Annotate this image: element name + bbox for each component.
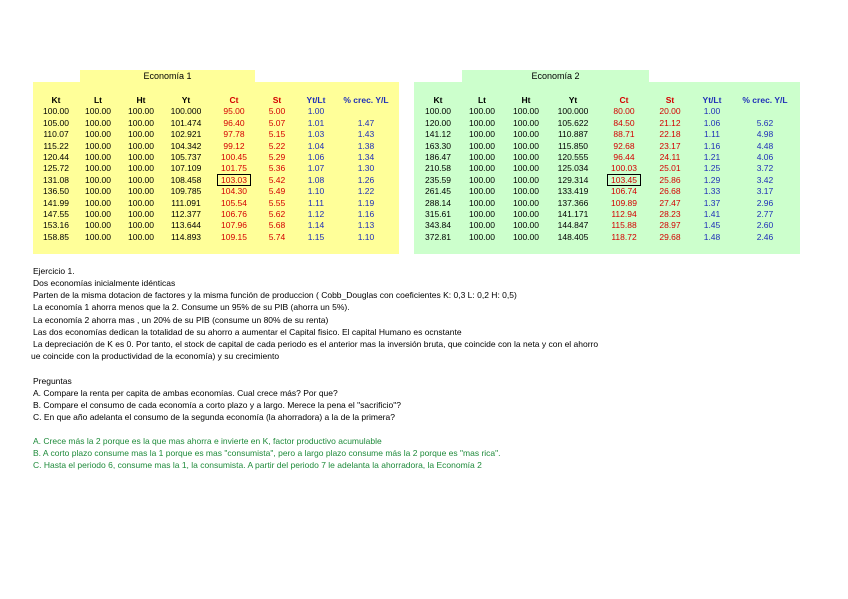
cell-consumption-c: 96.44	[613, 152, 635, 163]
cell-output-y: 141.171	[557, 209, 589, 220]
cell-output-y: 111.091	[171, 197, 201, 208]
column-header-saving-s: St	[665, 95, 675, 105]
cell-output-per-labor: 1.08	[307, 174, 325, 185]
column-header-output-y: Yt	[568, 95, 578, 105]
cell-saving-s: 29.68	[659, 231, 681, 242]
questions-heading: Preguntas	[33, 376, 72, 386]
cell-output-y: 108.458	[170, 174, 202, 185]
cell-growth-pct: 2.46	[756, 231, 774, 242]
cell-output-per-labor: 1.01	[307, 117, 325, 128]
cell-growth-pct: 5.62	[756, 117, 774, 128]
cell-consumption-c: 80.00	[613, 106, 635, 117]
question-line: C. En que año adelanta el consumo de la segunda economía (la ahorradora) a la de la primera?	[33, 412, 395, 422]
cell-labor-l: 100.00	[85, 163, 111, 174]
cell-output-y: 115.850	[557, 140, 589, 151]
cell-human-h: 100.00	[128, 140, 154, 151]
cell-labor-l: 100.00	[469, 152, 495, 163]
cell-output-y: 133.419	[557, 186, 589, 197]
table-row	[36, 129, 396, 140]
cell-output-y: 137.366	[557, 197, 589, 208]
cell-growth-pct: 1.30	[357, 163, 375, 174]
cell-output-per-labor: 1.12	[307, 209, 325, 220]
cell-growth-pct: 1.19	[357, 197, 375, 208]
cell-human-h: 100.00	[128, 220, 154, 231]
table-row	[36, 175, 396, 186]
cell-saving-s: 5.42	[268, 174, 286, 185]
cell-saving-s: 28.97	[659, 220, 681, 231]
cell-capital-k: 147.55	[43, 209, 69, 220]
column-header-consumption-c: Ct	[619, 95, 629, 105]
question-line: A. Compare la renta per capita de ambas economías. Cual crece más? Por que?	[33, 388, 338, 398]
cell-human-h: 100.00	[128, 163, 154, 174]
cell-output-per-labor: 1.37	[703, 197, 721, 208]
column-header-labor-l: Lt	[477, 95, 487, 105]
cell-consumption-c: 107.96	[221, 220, 247, 231]
cell-output-per-labor: 1.21	[703, 152, 721, 163]
cell-growth-pct	[733, 106, 797, 117]
cell-output-y: 102.921	[170, 129, 202, 140]
cell-human-h: 100.00	[513, 140, 539, 151]
cell-saving-s: 5.15	[268, 129, 286, 140]
cell-human-h: 100.00	[513, 106, 539, 117]
cell-consumption-c	[599, 175, 649, 186]
cell-growth-pct: 2.96	[756, 197, 774, 208]
econ1-title: Economía 1	[80, 70, 255, 82]
exercise-line: Parten de la misma dotacion de factores y la misma función de produccion ( Cobb_Douglas con coeficientes K: 0,3 L: 0,2 H: 0,5)	[33, 290, 517, 300]
cell-consumption-c: 104.30	[221, 186, 247, 197]
cell-consumption-c: 109.15	[221, 231, 247, 242]
cell-capital-k: 100.00	[43, 106, 69, 117]
cell-labor-l: 100.00	[85, 152, 111, 163]
cell-saving-s: 28.23	[659, 209, 681, 220]
answer-line: C. Hasta el periodo 6, consume mas la 1, la consumista. A partir del periodo 7 le adelanta la ahorradora, la Economía 2	[33, 460, 482, 470]
highlighted-value: 103.03	[217, 174, 251, 186]
cell-output-per-labor: 1.25	[703, 163, 721, 174]
exercise-line: La depreciación de K es 0. Por tanto, el stock de capital de cada periodo es el anterior mas la inversión bruta, que coincide con la neta y con el ahorro	[33, 339, 599, 349]
cell-human-h: 100.00	[513, 186, 539, 197]
cell-capital-k: 153.16	[43, 220, 69, 231]
table-row	[417, 175, 797, 186]
cell-saving-s: 24.11	[659, 152, 681, 163]
cell-capital-k: 210.58	[425, 163, 451, 174]
cell-consumption-c: 106.76	[221, 209, 247, 220]
cell-output-y: 120.555	[557, 152, 589, 163]
cell-capital-k: 131.08	[43, 174, 69, 185]
cell-output-y: 144.847	[557, 220, 589, 231]
cell-labor-l: 100.00	[85, 186, 111, 197]
cell-capital-k: 120.44	[43, 152, 69, 163]
cell-labor-l: 100.00	[85, 129, 111, 140]
cell-output-per-labor: 1.45	[703, 220, 721, 231]
column-header-capital-k: Kt	[433, 95, 443, 105]
cell-saving-s: 5.62	[268, 209, 286, 220]
cell-consumption-c: 97.78	[223, 129, 245, 140]
cell-labor-l: 100.00	[85, 117, 111, 128]
exercise-line: La economía 2 ahorra mas , un 20% de su PIB (consume un 80% de su renta)	[33, 315, 329, 325]
cell-labor-l: 100.00	[85, 197, 111, 208]
cell-consumption-c	[210, 175, 258, 186]
cell-capital-k: 261.45	[425, 186, 451, 197]
cell-output-per-labor: 1.14	[307, 220, 325, 231]
cell-consumption-c: 105.54	[221, 197, 247, 208]
cell-capital-k: 235.59	[425, 174, 451, 185]
cell-consumption-c: 106.74	[611, 186, 637, 197]
cell-consumption-c: 115.88	[611, 220, 637, 231]
cell-growth-pct: 1.38	[357, 140, 375, 151]
cell-labor-l: 100.00	[469, 106, 495, 117]
table-row	[36, 141, 396, 152]
cell-output-per-labor: 1.11	[308, 197, 324, 208]
cell-consumption-c: 95.00	[223, 106, 245, 117]
table-row	[36, 232, 396, 243]
cell-human-h: 100.00	[128, 152, 154, 163]
cell-capital-k: 186.47	[425, 152, 451, 163]
cell-human-h: 100.00	[128, 129, 154, 140]
cell-capital-k: 141.12	[425, 129, 451, 140]
column-header-human-h: Ht	[521, 95, 531, 105]
cell-human-h: 100.00	[128, 231, 154, 242]
cell-capital-k: 343.84	[425, 220, 451, 231]
cell-growth-pct: 3.72	[756, 163, 774, 174]
cell-output-y: 100.000	[170, 106, 202, 117]
econ2-title: Economía 2	[462, 70, 649, 82]
cell-consumption-c: 88.71	[613, 129, 635, 140]
cell-labor-l: 100.00	[469, 129, 495, 140]
econ1-table	[36, 95, 396, 243]
cell-saving-s: 5.07	[268, 117, 286, 128]
cell-labor-l: 100.00	[469, 174, 495, 185]
cell-labor-l: 100.00	[469, 163, 495, 174]
cell-consumption-c: 112.94	[611, 209, 637, 220]
cell-human-h: 100.00	[128, 186, 154, 197]
column-header-labor-l: Lt	[93, 95, 103, 105]
cell-growth-pct: 2.60	[756, 220, 774, 231]
column-header-output-per-labor: Yt/Lt	[702, 95, 722, 105]
column-header-growth-pct: % crec. Y/L	[742, 95, 788, 105]
cell-output-per-labor: 1.33	[703, 186, 721, 197]
cell-growth-pct: 1.26	[357, 174, 375, 185]
cell-human-h: 100.00	[128, 174, 154, 185]
cell-labor-l: 100.00	[469, 220, 495, 231]
cell-human-h: 100.00	[513, 209, 539, 220]
cell-output-per-labor: 1.11	[704, 129, 720, 140]
table-row	[36, 220, 396, 231]
cell-capital-k: 288.14	[425, 197, 451, 208]
answer-line: A. Crece más la 2 porque es la que mas ahorra e invierte en K, factor productivo acumulable	[33, 436, 382, 446]
cell-output-per-labor: 1.03	[307, 129, 325, 140]
cell-capital-k: 163.30	[425, 140, 451, 151]
table-row	[36, 209, 396, 220]
cell-saving-s: 5.74	[268, 231, 286, 242]
cell-human-h: 100.00	[128, 209, 154, 220]
cell-saving-s: 26.68	[659, 186, 681, 197]
cell-output-y: 104.342	[170, 140, 202, 151]
cell-capital-k: 125.72	[43, 163, 69, 174]
cell-growth-pct: 1.13	[357, 220, 375, 231]
table-row	[417, 198, 797, 209]
cell-output-per-labor: 1.06	[307, 152, 325, 163]
cell-output-y: 110.887	[557, 129, 589, 140]
cell-consumption-c: 109.89	[611, 197, 637, 208]
cell-labor-l: 100.00	[85, 140, 111, 151]
cell-labor-l: 100.00	[85, 231, 111, 242]
cell-growth-pct: 1.22	[357, 186, 375, 197]
table-row	[417, 106, 797, 117]
table-row	[36, 198, 396, 209]
table-row	[417, 220, 797, 231]
cell-saving-s: 27.47	[659, 197, 681, 208]
column-header-saving-s: St	[272, 95, 282, 105]
cell-labor-l: 100.00	[469, 117, 495, 128]
cell-saving-s: 20.00	[659, 106, 681, 117]
cell-saving-s: 25.01	[659, 163, 681, 174]
exercise-line: Dos economías inicialmente idénticas	[33, 278, 176, 288]
table-row	[36, 118, 396, 129]
cell-growth-pct: 4.48	[756, 140, 774, 151]
cell-output-per-labor: 1.10	[307, 186, 325, 197]
cell-consumption-c: 84.50	[613, 117, 635, 128]
column-header-human-h: Ht	[136, 95, 146, 105]
cell-human-h: 100.00	[128, 197, 154, 208]
cell-output-y: 125.034	[557, 163, 589, 174]
cell-output-y: 101.474	[170, 117, 202, 128]
cell-human-h: 100.00	[513, 117, 539, 128]
cell-labor-l: 100.00	[85, 209, 111, 220]
cell-saving-s: 5.68	[268, 220, 286, 231]
exercise-line: Ejercicio 1.	[33, 266, 75, 276]
cell-capital-k: 158.85	[43, 231, 69, 242]
table-row	[417, 129, 797, 140]
cell-growth-pct: 1.43	[357, 129, 375, 140]
cell-saving-s: 5.49	[268, 186, 286, 197]
cell-human-h: 100.00	[513, 220, 539, 231]
table-row	[36, 106, 396, 117]
cell-saving-s: 21.12	[659, 117, 681, 128]
exercise-line: ue coincide con la productividad de la economía) y su crecimiento	[31, 351, 280, 361]
cell-output-per-labor: 1.00	[307, 106, 325, 117]
cell-output-per-labor: 1.41	[703, 209, 721, 220]
cell-capital-k: 100.00	[425, 106, 451, 117]
cell-capital-k: 120.00	[425, 117, 451, 128]
cell-growth-pct: 1.34	[357, 152, 375, 163]
table-row	[36, 152, 396, 163]
cell-labor-l: 100.00	[469, 231, 495, 242]
highlighted-value: 103.45	[607, 174, 641, 186]
cell-human-h: 100.00	[128, 117, 154, 128]
table-row	[417, 152, 797, 163]
cell-labor-l: 100.00	[85, 106, 111, 117]
table-row	[417, 141, 797, 152]
cell-capital-k: 315.61	[425, 209, 451, 220]
cell-consumption-c: 100.45	[221, 152, 247, 163]
cell-capital-k: 110.07	[43, 129, 69, 140]
question-line: B. Compare el consumo de cada economía a corto plazo y a largo. Merece la pena el "sacrificio"?	[33, 400, 401, 410]
cell-growth-pct: 4.98	[756, 129, 774, 140]
cell-human-h: 100.00	[128, 106, 154, 117]
cell-output-y: 113.644	[170, 220, 202, 231]
cell-labor-l: 100.00	[469, 197, 495, 208]
cell-growth-pct: 1.16	[357, 209, 375, 220]
cell-labor-l: 100.00	[469, 209, 495, 220]
cell-output-per-labor: 1.06	[703, 117, 721, 128]
cell-saving-s: 25.86	[659, 174, 681, 185]
cell-output-y: 100.000	[557, 106, 589, 117]
cell-capital-k: 105.00	[43, 117, 69, 128]
cell-human-h: 100.00	[513, 174, 539, 185]
cell-output-per-labor: 1.07	[307, 163, 325, 174]
column-header-output-y: Yt	[181, 95, 191, 105]
cell-human-h: 100.00	[513, 129, 539, 140]
cell-consumption-c: 92.68	[613, 140, 635, 151]
cell-output-y: 109.785	[170, 186, 202, 197]
cell-growth-pct: 3.17	[756, 186, 774, 197]
cell-consumption-c: 118.72	[611, 231, 637, 242]
cell-labor-l: 100.00	[85, 174, 111, 185]
cell-output-per-labor: 1.04	[307, 140, 325, 151]
cell-capital-k: 372.81	[425, 231, 451, 242]
cell-output-per-labor: 1.00	[703, 106, 721, 117]
cell-labor-l: 100.00	[469, 186, 495, 197]
cell-human-h: 100.00	[513, 152, 539, 163]
answer-line: B. A corto plazo consume mas la 1 porque es mas "consumista", pero a largo plazo consume más la 2 porque es "mas rica".	[33, 448, 501, 458]
cell-output-y: 107.109	[170, 163, 202, 174]
cell-growth-pct: 4.06	[756, 152, 774, 163]
cell-growth-pct: 2.77	[756, 209, 774, 220]
cell-human-h: 100.00	[513, 231, 539, 242]
econ2-table	[417, 95, 797, 243]
cell-output-y: 105.622	[557, 117, 589, 128]
cell-human-h: 100.00	[513, 197, 539, 208]
cell-growth-pct	[336, 106, 396, 117]
cell-output-per-labor: 1.48	[703, 231, 721, 242]
cell-capital-k: 115.22	[43, 140, 69, 151]
cell-human-h: 100.00	[513, 163, 539, 174]
cell-consumption-c: 96.40	[223, 117, 245, 128]
cell-output-per-labor: 1.29	[703, 174, 721, 185]
cell-labor-l: 100.00	[469, 140, 495, 151]
table-row	[417, 118, 797, 129]
cell-capital-k: 141.99	[43, 197, 69, 208]
column-header-output-per-labor: Yt/Lt	[306, 95, 326, 105]
cell-output-y: 112.377	[170, 209, 202, 220]
cell-output-y: 129.314	[557, 174, 589, 185]
cell-consumption-c: 100.03	[611, 163, 637, 174]
cell-saving-s: 5.55	[268, 197, 286, 208]
table-row	[36, 186, 396, 197]
cell-growth-pct: 1.10	[357, 231, 375, 242]
cell-output-per-labor: 1.15	[307, 231, 325, 242]
column-header-consumption-c: Ct	[229, 95, 239, 105]
table-row	[36, 163, 396, 174]
cell-consumption-c: 99.12	[223, 140, 245, 151]
cell-labor-l: 100.00	[85, 220, 111, 231]
cell-growth-pct: 3.42	[756, 174, 774, 185]
column-header-growth-pct: % crec. Y/L	[343, 95, 389, 105]
cell-saving-s: 5.22	[268, 140, 286, 151]
table-row	[417, 232, 797, 243]
cell-consumption-c: 101.75	[221, 163, 247, 174]
exercise-line: La economía 1 ahorra menos que la 2. Consume un 95% de su PIB (ahorra un 5%).	[33, 302, 350, 312]
cell-output-per-labor: 1.16	[703, 140, 721, 151]
cell-output-y: 148.405	[557, 231, 589, 242]
exercise-line: Las dos economías dedican la totalidad de su ahorro a aumentar el Capital fisico. El capital Humano es ocnstante	[33, 327, 462, 337]
cell-saving-s: 22.18	[659, 129, 681, 140]
cell-output-y: 105.737	[170, 152, 202, 163]
column-header-capital-k: Kt	[51, 95, 61, 105]
table-row	[417, 209, 797, 220]
cell-saving-s: 5.00	[268, 106, 286, 117]
cell-output-y: 114.893	[170, 231, 202, 242]
cell-capital-k: 136.50	[43, 186, 69, 197]
cell-saving-s: 5.36	[268, 163, 286, 174]
cell-growth-pct: 1.47	[357, 117, 375, 128]
table-row	[417, 186, 797, 197]
cell-saving-s: 5.29	[268, 152, 286, 163]
cell-saving-s: 23.17	[659, 140, 681, 151]
